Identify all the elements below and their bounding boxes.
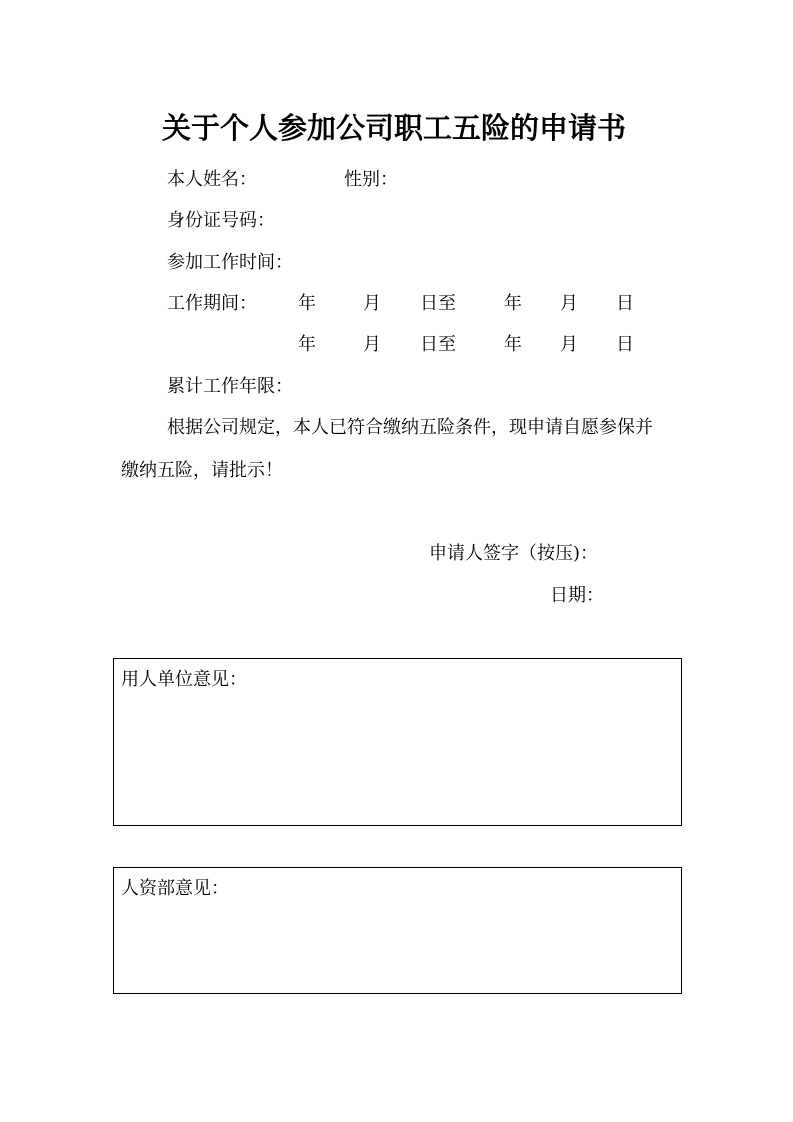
id-number-label: 身份证号码：	[167, 210, 275, 231]
period-month: 月	[363, 293, 381, 314]
start-work-label: 参加工作时间：	[167, 252, 293, 273]
body-text-line-2: 缴纳五险，请批示！	[121, 460, 283, 481]
work-period-label: 工作期间：	[167, 293, 257, 314]
period-year: 年	[298, 334, 316, 355]
period-day-end: 日	[616, 293, 634, 314]
employer-opinion-box[interactable]	[113, 658, 682, 826]
employer-opinion-label: 用人单位意见：	[121, 669, 247, 690]
name-label: 本人姓名：	[167, 169, 257, 190]
document-title: 关于个人参加公司职工五险的申请书	[162, 111, 627, 145]
total-years-label: 累计工作年限：	[167, 376, 293, 397]
date-label: 日期：	[550, 585, 604, 606]
period-year-end: 年	[504, 334, 522, 355]
period-year: 年	[298, 293, 316, 314]
signature-label: 申请人签字（按压)：	[429, 543, 599, 564]
period-day-to: 日至	[420, 334, 456, 355]
period-day-to: 日至	[420, 293, 456, 314]
period-year-end: 年	[504, 293, 522, 314]
hr-opinion-box[interactable]	[113, 867, 682, 994]
gender-label: 性别：	[344, 169, 398, 190]
period-day-end: 日	[616, 334, 634, 355]
hr-opinion-label: 人资部意见：	[121, 878, 229, 899]
period-month: 月	[363, 334, 381, 355]
body-text-line-1: 根据公司规定，本人已符合缴纳五险条件，现申请自愿参保并	[167, 417, 653, 438]
period-month-end: 月	[560, 334, 578, 355]
period-month-end: 月	[560, 293, 578, 314]
